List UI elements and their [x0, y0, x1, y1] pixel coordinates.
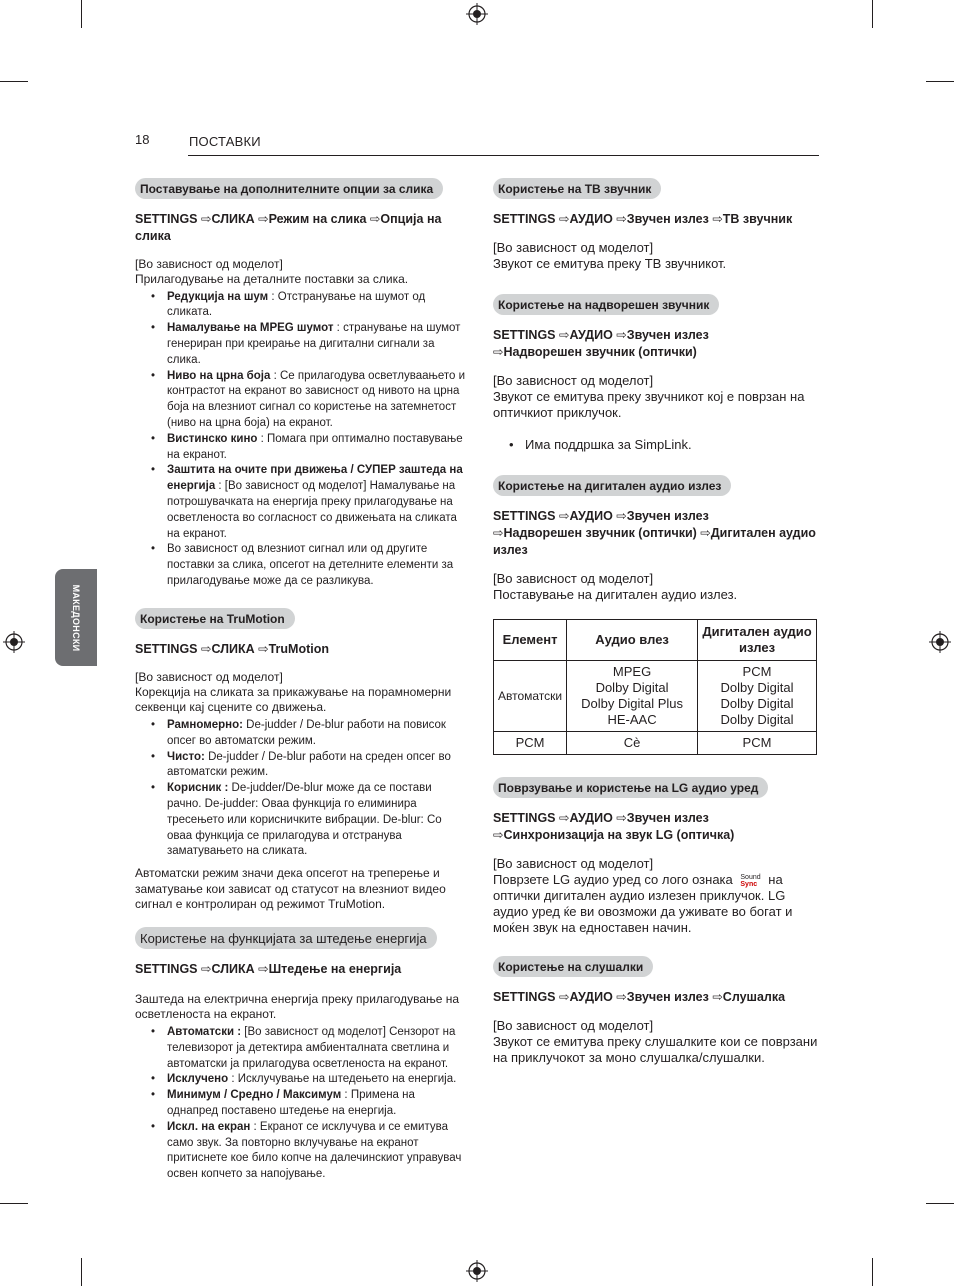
option-list: [135, 1025, 467, 1183]
section-description: Поставување на дигитален аудио излез.: [493, 586, 738, 602]
language-tab: [55, 569, 97, 666]
section-heading: Користење на ТВ звучник: [493, 178, 661, 199]
crop-mark: [81, 0, 82, 28]
section-lg-audio-device: [493, 777, 823, 936]
table-row: [494, 731, 817, 754]
model-condition: [Во зависност од моделот]: [493, 855, 654, 871]
list-item: • Исклучено : Исклучување на штедењето на енергија.: [167, 1072, 467, 1088]
section-heading: Користење на надворешен звучник: [493, 294, 719, 315]
arrow-right-icon: ⇨: [616, 810, 627, 825]
table-cell: Сè: [567, 731, 698, 754]
section-description: Поврзете LG аудио уред со лого ознака Sound Sync на оптички дигитален аудио излезен приклучок. LG аудио уред ќе ви овозможи да уживате во богат и моќен звук на едноставен начин.: [493, 871, 793, 935]
arrow-right-icon: ⇨: [616, 328, 627, 342]
crop-mark: [926, 81, 954, 82]
page-title: ПОСТАВКИ: [189, 134, 261, 149]
audio-output-table: [493, 619, 817, 755]
table-cell: Автоматски: [494, 660, 567, 731]
menu-path: SETTINGS ⇨АУДИО ⇨Звучен излез ⇨Надворешен звучник (оптички): [493, 328, 709, 359]
arrow-right-icon: ⇨: [712, 212, 723, 226]
list-item: • Автоматски : [Во зависност од моделот] Сензорот на телевизорот ја детектира амбиенталната светлина и автоматски ја прилагодува осветленоста на екранот.: [167, 1025, 467, 1072]
section-heading: Поставување на дополнителните опции за слика: [135, 178, 443, 199]
section-heading: Користење на слушалки: [493, 956, 653, 977]
menu-path: SETTINGS ⇨АУДИО ⇨Звучен излез ⇨ТВ звучник: [493, 212, 793, 226]
arrow-right-icon: ⇨: [493, 525, 504, 540]
arrow-right-icon: ⇨: [201, 212, 212, 226]
left-column: [135, 178, 467, 1197]
model-condition: [Во зависност од моделот]: [493, 373, 654, 388]
arrow-right-icon: ⇨: [201, 961, 212, 976]
registration-mark-icon: [929, 631, 951, 653]
header-divider: [188, 155, 819, 156]
model-condition: [Во зависност од моделот]: [493, 570, 654, 586]
crop-mark: [0, 1203, 28, 1204]
section-digital-audio-out: [493, 475, 823, 755]
option-list: [135, 290, 467, 590]
section-description: Корекција на сликата за прикажување на порамномерни секвенци кај сцените со движења.: [135, 684, 452, 715]
list-item: • Во зависност од влезниот сигнал или од другите поставки за слика, опсегот на детелните елементи за прилагодување може да се разликува.: [167, 542, 467, 589]
registration-mark-icon: [3, 631, 25, 653]
table-header-row: [494, 619, 817, 660]
section-energy-saving: [135, 927, 467, 1183]
arrow-right-icon: ⇨: [493, 827, 504, 842]
menu-path: SETTINGS ⇨СЛИКА ⇨Режим на слика ⇨Опција на слика: [135, 212, 442, 243]
section-description: Заштеда на електрична енергија преку прилагодување на осветленоста на екранот.: [135, 991, 460, 1022]
arrow-right-icon: ⇨: [616, 989, 627, 1004]
table-row: [494, 660, 817, 731]
table-cell: MPEG Dolby Digital Dolby Digital Plus HE-AAC: [567, 660, 698, 731]
language-tab-label: МАКЕДОНСКИ: [71, 584, 81, 651]
crop-mark: [872, 1258, 873, 1286]
list-item: • Минимум / Средно / Максимум : Примена на однапред поставено штедење на енергија.: [167, 1088, 467, 1120]
arrow-right-icon: ⇨: [559, 508, 570, 523]
section-external-speaker: [493, 294, 823, 453]
model-condition: [Во зависност од моделот]: [135, 669, 283, 684]
arrow-right-icon: ⇨: [616, 508, 627, 523]
section-description: Звукот се емитува преку слушалките кои се поврзани на приклучокот за моно слушалка/слушалки.: [493, 1033, 818, 1065]
section-heading: Користење на функцијата за штедење енергија: [135, 927, 437, 949]
arrow-right-icon: ⇨: [559, 328, 570, 342]
list-item: • Вистинско кино : Помага при оптимално поставување на екранот.: [167, 432, 467, 464]
list-item: • Намалување на MPEG шумот : странување на шумот генериран при креирање на дигитални сигнали за слика.: [167, 321, 467, 368]
section-description: Звукот се емитува преку звучникот кој е поврзан на оптичкиот приклучок.: [493, 389, 805, 420]
arrow-right-icon: ⇨: [712, 989, 723, 1004]
arrow-right-icon: ⇨: [559, 212, 570, 226]
menu-path: SETTINGS ⇨СЛИКА ⇨Штедење на енергија: [135, 961, 402, 976]
model-condition: [Во зависност од моделот]: [135, 257, 283, 271]
menu-path: SETTINGS ⇨СЛИКА ⇨TruMotion: [135, 641, 329, 656]
arrow-right-icon: ⇨: [616, 212, 627, 226]
list-item: • Ниво на црна боја : Се прилагодува осветлуваањето и контрастот на екранот во зависност од нивото на црна боја на влезниот сигнал со користење на затемнетост (ниво на црна боја) на екранот.: [167, 369, 467, 432]
list-item: • Чисто: De-judder / De-blur работи на среден опсег во автоматски режим.: [167, 750, 467, 782]
table-header: Аудио влез: [567, 619, 698, 660]
table-header: Дигитален аудио излез: [698, 619, 817, 660]
arrow-right-icon: ⇨: [559, 989, 570, 1004]
section-heading: Користење на дигитален аудио излез: [493, 475, 731, 496]
model-condition: [Во зависност од моделот]: [493, 1017, 654, 1033]
crop-mark: [872, 0, 873, 28]
list-item: • Искл. на екран : Екранот се исклучува и се емитува само звук. За повторно вклучување на екранот притиснете кое било копче на далечинскиот управувач освен копчето за напојување.: [167, 1120, 467, 1183]
section-heading: Користење на TruMotion: [135, 608, 295, 629]
arrow-right-icon: ⇨: [559, 810, 570, 825]
page-number: 18: [135, 132, 150, 147]
table-cell: PCM: [698, 731, 817, 754]
menu-path: SETTINGS ⇨АУДИО ⇨Звучен излез ⇨Слушалка: [493, 989, 786, 1004]
arrow-right-icon: ⇨: [369, 212, 381, 226]
section-heading: Поврзување и користење на LG аудио уред: [493, 777, 768, 798]
list-item: • Редукција на шум : Отстранување на шумот од сликата.: [167, 290, 467, 322]
option-list: [135, 718, 467, 860]
arrow-right-icon: ⇨: [493, 345, 504, 359]
arrow-right-icon: ⇨: [258, 641, 269, 656]
arrow-right-icon: ⇨: [700, 525, 711, 540]
arrow-right-icon: ⇨: [258, 961, 269, 976]
section-picture-options: [135, 178, 467, 590]
menu-path: SETTINGS ⇨АУДИО ⇨Звучен излез ⇨Надворешен звучник (оптички) ⇨Дигитален аудио излез: [493, 508, 816, 557]
section-description: Прилагодување на деталните поставки за слика.: [135, 272, 409, 286]
menu-path: SETTINGS ⇨АУДИО ⇨Звучен излез ⇨Синхронизација на звук LG (оптичка): [493, 810, 735, 842]
right-column: [493, 178, 823, 1080]
model-condition: [Во зависност од моделот]: [493, 240, 654, 255]
section-tv-speaker: [493, 178, 823, 272]
table-cell: PCM Dolby Digital Dolby Digital Dolby Digital: [698, 660, 817, 731]
crop-mark: [81, 1258, 82, 1286]
crop-mark: [0, 81, 28, 82]
section-note: Автоматски режим значи дека опсегот на треперење и заматување кои зависат од статусот на влезниот видео сигнал е контролиран од режимот TruMotion.: [135, 866, 446, 912]
table-cell: PCM: [494, 731, 567, 754]
section-headphones: [493, 956, 823, 1066]
crop-mark: [926, 1203, 954, 1204]
section-trumotion: [135, 608, 467, 913]
registration-mark-icon: [466, 1260, 488, 1282]
list-item: • Има поддршка за SimpLink.: [525, 437, 823, 453]
sound-sync-logo-icon: Sound Sync: [740, 873, 761, 888]
list-item: • Корисник : De-judder/De-blur може да се постави рачно. De-judder: Оваа функција го елиминира тресењето или корисничките вибрации. De-blur: Со оваа функција се прилагодува и отстранува заматувањето на сликата.: [167, 781, 467, 860]
list-item: • Заштита на очите при движења / СУПЕР заштеда на енергија : [Во зависност од моделот] Намалување на потрошувачката на енергија преку прилагодување на осветленоста во согласност со движењата на сликата на екранот.: [167, 463, 467, 542]
table-header: Елемент: [494, 619, 567, 660]
section-description: Звукот се емитува преку ТВ звучникот.: [493, 256, 727, 271]
list-item: • Рамномерно: De-judder / De-blur работи на повисок опсег во автоматски режим.: [167, 718, 467, 750]
option-list: [493, 437, 823, 453]
arrow-right-icon: ⇨: [201, 641, 212, 656]
registration-mark-icon: [466, 3, 488, 25]
arrow-right-icon: ⇨: [258, 212, 269, 226]
